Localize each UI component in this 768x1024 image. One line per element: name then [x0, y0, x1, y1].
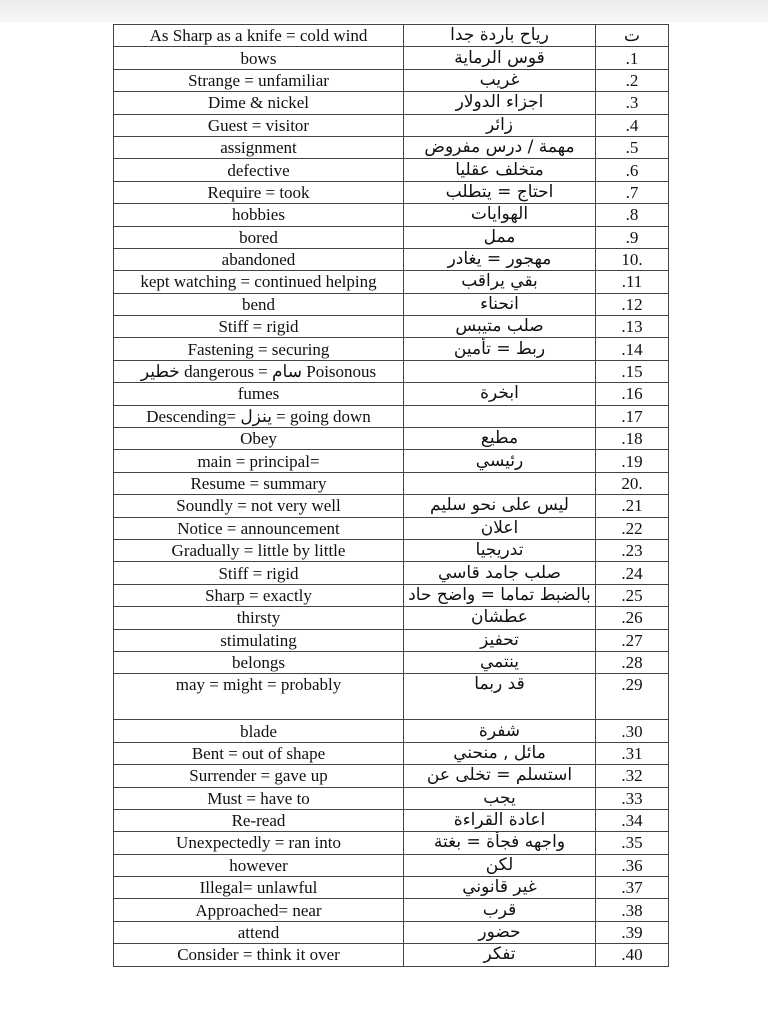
arabic-cell: مهجور = يغادر: [404, 248, 596, 270]
table-row: [114, 271, 669, 293]
table-row: [114, 338, 669, 360]
table-row: [114, 226, 669, 248]
table-row: [114, 899, 669, 921]
number-cell: .38: [596, 899, 669, 921]
english-cell: defective: [114, 159, 404, 181]
arabic-cell: اعلان: [404, 517, 596, 539]
arabic-cell: غير قانوني: [404, 877, 596, 899]
number-cell: .9: [596, 226, 669, 248]
table-row: [114, 248, 669, 270]
number-cell: .15: [596, 360, 669, 382]
arabic-cell: ربط = تأمين: [404, 338, 596, 360]
table-row: [114, 720, 669, 742]
table-row: [114, 854, 669, 876]
table-row: [114, 69, 669, 91]
table-row: [114, 562, 669, 584]
number-cell: .17: [596, 405, 669, 427]
header-arabic-cell: رياح باردة جدا: [404, 25, 596, 47]
table-row: [114, 651, 669, 673]
table-header-row: [114, 25, 669, 47]
viewer-top-band: [0, 0, 768, 22]
number-cell: .12: [596, 293, 669, 315]
number-cell: .37: [596, 877, 669, 899]
english-cell: Resume = summary: [114, 472, 404, 494]
arabic-cell: اعادة القراءة: [404, 809, 596, 831]
number-cell: .30: [596, 720, 669, 742]
number-cell: .6: [596, 159, 669, 181]
english-cell: may = might = probably: [114, 674, 404, 720]
arabic-cell: مطيع: [404, 428, 596, 450]
table-row: [114, 92, 669, 114]
english-cell: Stiff = rigid: [114, 562, 404, 584]
arabic-cell: عطشان: [404, 607, 596, 629]
number-cell: .39: [596, 921, 669, 943]
table-row: [114, 674, 669, 720]
number-cell: .28: [596, 651, 669, 673]
english-cell: Illegal= unlawful: [114, 877, 404, 899]
number-cell: .13: [596, 316, 669, 338]
table-row: [114, 832, 669, 854]
arabic-cell: احتاج = يتطلب: [404, 181, 596, 203]
table-row: [114, 517, 669, 539]
table-row: [114, 607, 669, 629]
number-cell: 10.: [596, 248, 669, 270]
arabic-cell: متخلف عقليا: [404, 159, 596, 181]
arabic-cell: حضور: [404, 921, 596, 943]
table-row: [114, 47, 669, 69]
english-cell: kept watching = continued helping: [114, 271, 404, 293]
arabic-cell: بالضبط تماما = واضح حاد: [404, 584, 596, 606]
english-cell: however: [114, 854, 404, 876]
english-cell: Approached= near: [114, 899, 404, 921]
english-cell: Surrender = gave up: [114, 765, 404, 787]
table-row: [114, 742, 669, 764]
arabic-cell: بقي يراقب: [404, 271, 596, 293]
number-cell: 20.: [596, 472, 669, 494]
table-row: [114, 204, 669, 226]
table-row: [114, 877, 669, 899]
number-cell: .27: [596, 629, 669, 651]
number-cell: .4: [596, 114, 669, 136]
table-row: [114, 539, 669, 561]
english-cell: Stiff = rigid: [114, 316, 404, 338]
number-cell: .21: [596, 495, 669, 517]
number-cell: .32: [596, 765, 669, 787]
english-cell: Strange = unfamiliar: [114, 69, 404, 91]
vocabulary-table-body: [114, 25, 669, 967]
table-row: [114, 181, 669, 203]
table-row: [114, 787, 669, 809]
english-cell: Notice = announcement: [114, 517, 404, 539]
english-cell: Must = have to: [114, 787, 404, 809]
number-cell: .16: [596, 383, 669, 405]
english-cell: Dime & nickel: [114, 92, 404, 114]
table-row: [114, 450, 669, 472]
table-row: [114, 428, 669, 450]
arabic-cell: ابخرة: [404, 383, 596, 405]
table-row: [114, 316, 669, 338]
arabic-cell: الهوايات: [404, 204, 596, 226]
english-cell: Soundly = not very well: [114, 495, 404, 517]
header-number-cell: ت: [596, 25, 669, 47]
number-cell: .22: [596, 517, 669, 539]
table-row: [114, 136, 669, 158]
arabic-cell: واجهه فجأة = بغتة: [404, 832, 596, 854]
arabic-cell: [404, 360, 596, 382]
vocabulary-table: [113, 24, 669, 967]
english-cell: Bent = out of shape: [114, 742, 404, 764]
number-cell: .14: [596, 338, 669, 360]
arabic-cell: ينتمي: [404, 651, 596, 673]
arabic-cell: يجب: [404, 787, 596, 809]
english-cell: خطير dangerous = سام Poisonous: [114, 360, 404, 382]
table-row: [114, 383, 669, 405]
number-cell: .3: [596, 92, 669, 114]
header-english-cell: As Sharp as a knife = cold wind: [114, 25, 404, 47]
english-cell: Require = took: [114, 181, 404, 203]
arabic-cell: غريب: [404, 69, 596, 91]
english-cell: assignment: [114, 136, 404, 158]
arabic-cell: ليس على نحو سليم: [404, 495, 596, 517]
arabic-cell: استسلم = تخلى عن: [404, 765, 596, 787]
english-cell: Sharp = exactly: [114, 584, 404, 606]
number-cell: .29: [596, 674, 669, 720]
number-cell: .36: [596, 854, 669, 876]
number-cell: .5: [596, 136, 669, 158]
english-cell: hobbies: [114, 204, 404, 226]
table-row: [114, 809, 669, 831]
arabic-cell: ممل: [404, 226, 596, 248]
arabic-cell: تدريجيا: [404, 539, 596, 561]
english-cell: stimulating: [114, 629, 404, 651]
table-row: [114, 293, 669, 315]
arabic-cell: انحناء: [404, 293, 596, 315]
number-cell: .18: [596, 428, 669, 450]
english-cell: Guest = visitor: [114, 114, 404, 136]
number-cell: .40: [596, 944, 669, 966]
table-row: [114, 629, 669, 651]
number-cell: .24: [596, 562, 669, 584]
arabic-cell: مهمة / درس مفروض: [404, 136, 596, 158]
table-row: [114, 944, 669, 966]
table-row: [114, 765, 669, 787]
table-row: [114, 584, 669, 606]
number-cell: .8: [596, 204, 669, 226]
arabic-cell: شفرة: [404, 720, 596, 742]
english-cell: blade: [114, 720, 404, 742]
number-cell: .1: [596, 47, 669, 69]
table-row: [114, 360, 669, 382]
number-cell: .23: [596, 539, 669, 561]
number-cell: .31: [596, 742, 669, 764]
number-cell: .33: [596, 787, 669, 809]
arabic-cell: قوس الرماية: [404, 47, 596, 69]
number-cell: .35: [596, 832, 669, 854]
table-row: [114, 114, 669, 136]
english-cell: Consider = think it over: [114, 944, 404, 966]
number-cell: .26: [596, 607, 669, 629]
arabic-cell: تحفيز: [404, 629, 596, 651]
english-cell: main = principal=: [114, 450, 404, 472]
arabic-cell: قد ربما: [404, 674, 596, 720]
arabic-cell: مائل , منحني: [404, 742, 596, 764]
arabic-cell: رئيسي: [404, 450, 596, 472]
arabic-cell: اجزاء الدولار: [404, 92, 596, 114]
number-cell: .19: [596, 450, 669, 472]
english-cell: Fastening = securing: [114, 338, 404, 360]
english-cell: thirsty: [114, 607, 404, 629]
english-cell: bend: [114, 293, 404, 315]
number-cell: .25: [596, 584, 669, 606]
number-cell: .2: [596, 69, 669, 91]
english-cell: Re-read: [114, 809, 404, 831]
table-row: [114, 921, 669, 943]
arabic-cell: زائر: [404, 114, 596, 136]
english-cell: attend: [114, 921, 404, 943]
table-row: [114, 495, 669, 517]
number-cell: .34: [596, 809, 669, 831]
english-cell: belongs: [114, 651, 404, 673]
english-cell: bows: [114, 47, 404, 69]
arabic-cell: لكن: [404, 854, 596, 876]
english-cell: abandoned: [114, 248, 404, 270]
english-cell: Gradually = little by little: [114, 539, 404, 561]
english-cell: Unexpectedly = ran into: [114, 832, 404, 854]
table-row: [114, 405, 669, 427]
number-cell: .11: [596, 271, 669, 293]
english-cell: Obey: [114, 428, 404, 450]
english-cell: bored: [114, 226, 404, 248]
arabic-cell: قرب: [404, 899, 596, 921]
arabic-cell: تفكر: [404, 944, 596, 966]
table-row: [114, 472, 669, 494]
number-cell: .7: [596, 181, 669, 203]
arabic-cell: صلب متيبس: [404, 316, 596, 338]
arabic-cell: صلب جامد قاسي: [404, 562, 596, 584]
arabic-cell: [404, 405, 596, 427]
english-cell: Descending= ينزل = going down: [114, 405, 404, 427]
table-row: [114, 159, 669, 181]
english-cell: fumes: [114, 383, 404, 405]
arabic-cell: [404, 472, 596, 494]
